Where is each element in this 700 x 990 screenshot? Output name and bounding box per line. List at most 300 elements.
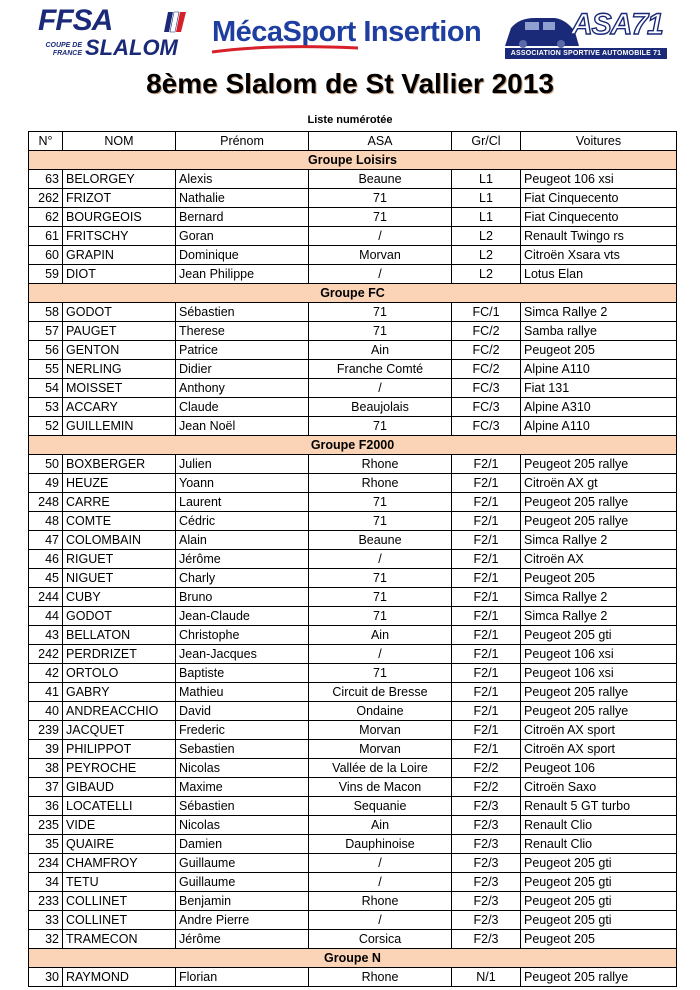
cell-prenom: Sebastien bbox=[176, 740, 309, 759]
cell-grcl: L1 bbox=[452, 208, 521, 227]
table-header-row bbox=[29, 132, 677, 151]
cell-nom: CHAMFROY bbox=[63, 854, 176, 873]
cell-grcl: L1 bbox=[452, 189, 521, 208]
cell-number: 30 bbox=[29, 968, 63, 987]
cell-grcl: F2/1 bbox=[452, 569, 521, 588]
cell-nom: HEUZE bbox=[63, 474, 176, 493]
cell-number: 36 bbox=[29, 797, 63, 816]
group-header-row bbox=[29, 284, 677, 303]
table-row bbox=[29, 341, 677, 360]
cell-voiture: Citroën AX sport bbox=[521, 740, 677, 759]
cell-prenom: Bernard bbox=[176, 208, 309, 227]
cell-grcl: N/1 bbox=[452, 968, 521, 987]
table-row bbox=[29, 721, 677, 740]
cell-nom: GENTON bbox=[63, 341, 176, 360]
cell-prenom: Florian bbox=[176, 968, 309, 987]
cell-voiture: Peugeot 106 xsi bbox=[521, 664, 677, 683]
cell-voiture: Peugeot 106 xsi bbox=[521, 170, 677, 189]
cell-nom: PAUGET bbox=[63, 322, 176, 341]
cell-asa: Beaujolais bbox=[309, 398, 452, 417]
cell-prenom: Alexis bbox=[176, 170, 309, 189]
cell-prenom: Sébastien bbox=[176, 303, 309, 322]
cell-prenom: Benjamin bbox=[176, 892, 309, 911]
cell-asa: / bbox=[309, 379, 452, 398]
group-header-row bbox=[29, 436, 677, 455]
cell-number: 58 bbox=[29, 303, 63, 322]
table-row bbox=[29, 911, 677, 930]
cell-prenom: Mathieu bbox=[176, 683, 309, 702]
cell-voiture: Simca Rallye 2 bbox=[521, 303, 677, 322]
cell-prenom: Therese bbox=[176, 322, 309, 341]
table-row bbox=[29, 892, 677, 911]
cell-number: 239 bbox=[29, 721, 63, 740]
cell-nom: DIOT bbox=[63, 265, 176, 284]
cell-number: 61 bbox=[29, 227, 63, 246]
cell-prenom: Goran bbox=[176, 227, 309, 246]
cell-number: 46 bbox=[29, 550, 63, 569]
table-row bbox=[29, 835, 677, 854]
page-title: 8ème Slalom de St Vallier 2013 bbox=[146, 68, 554, 99]
table-row bbox=[29, 360, 677, 379]
cell-nom: NIGUET bbox=[63, 569, 176, 588]
cell-nom: TETU bbox=[63, 873, 176, 892]
cell-nom: FRIZOT bbox=[63, 189, 176, 208]
cell-nom: GODOT bbox=[63, 303, 176, 322]
cell-number: 235 bbox=[29, 816, 63, 835]
cell-asa: 71 bbox=[309, 417, 452, 436]
mecasport-logo-text: MécaSport Insertion bbox=[212, 16, 482, 48]
table-row bbox=[29, 968, 677, 987]
table-row bbox=[29, 759, 677, 778]
cell-asa: / bbox=[309, 645, 452, 664]
cell-nom: FRITSCHY bbox=[63, 227, 176, 246]
cell-voiture: Renault 5 GT turbo bbox=[521, 797, 677, 816]
cell-prenom: Laurent bbox=[176, 493, 309, 512]
entry-list-table bbox=[28, 131, 677, 987]
cell-number: 39 bbox=[29, 740, 63, 759]
cell-nom: GIBAUD bbox=[63, 778, 176, 797]
cell-voiture: Fiat 131 bbox=[521, 379, 677, 398]
cell-number: 43 bbox=[29, 626, 63, 645]
cell-asa: 71 bbox=[309, 607, 452, 626]
cell-nom: COLLINET bbox=[63, 911, 176, 930]
cell-nom: RAYMOND bbox=[63, 968, 176, 987]
table-row bbox=[29, 930, 677, 949]
table-row bbox=[29, 493, 677, 512]
cell-number: 41 bbox=[29, 683, 63, 702]
cell-voiture: Peugeot 205 gti bbox=[521, 873, 677, 892]
cell-number: 42 bbox=[29, 664, 63, 683]
cell-grcl: L2 bbox=[452, 227, 521, 246]
cell-voiture: Simca Rallye 2 bbox=[521, 588, 677, 607]
cell-grcl: F2/1 bbox=[452, 455, 521, 474]
cell-grcl: F2/2 bbox=[452, 759, 521, 778]
cell-number: 37 bbox=[29, 778, 63, 797]
cell-grcl: F2/3 bbox=[452, 873, 521, 892]
ffsa-logo-text: FFSA bbox=[38, 4, 113, 37]
cell-asa: Dauphinoise bbox=[309, 835, 452, 854]
cell-number: 45 bbox=[29, 569, 63, 588]
cell-voiture: Peugeot 106 bbox=[521, 759, 677, 778]
cell-voiture: Renault Clio bbox=[521, 835, 677, 854]
cell-prenom: Jean Noël bbox=[176, 417, 309, 436]
cell-voiture: Peugeot 205 rallye bbox=[521, 455, 677, 474]
cell-number: 244 bbox=[29, 588, 63, 607]
cell-number: 52 bbox=[29, 417, 63, 436]
cell-asa: Rhone bbox=[309, 474, 452, 493]
table-row bbox=[29, 398, 677, 417]
table-row bbox=[29, 645, 677, 664]
cell-grcl: FC/3 bbox=[452, 417, 521, 436]
cell-asa: 71 bbox=[309, 569, 452, 588]
cell-voiture: Peugeot 205 rallye bbox=[521, 512, 677, 531]
cell-grcl: F2/2 bbox=[452, 778, 521, 797]
cell-asa: Sequanie bbox=[309, 797, 452, 816]
cell-number: 47 bbox=[29, 531, 63, 550]
cell-number: 32 bbox=[29, 930, 63, 949]
cell-asa: 71 bbox=[309, 588, 452, 607]
cell-grcl: F2/3 bbox=[452, 797, 521, 816]
cell-voiture: Peugeot 205 rallye bbox=[521, 702, 677, 721]
cell-number: 40 bbox=[29, 702, 63, 721]
cell-number: 49 bbox=[29, 474, 63, 493]
cell-grcl: FC/2 bbox=[452, 322, 521, 341]
cell-nom: NERLING bbox=[63, 360, 176, 379]
cell-asa: / bbox=[309, 911, 452, 930]
cell-grcl: L2 bbox=[452, 246, 521, 265]
cell-grcl: F2/1 bbox=[452, 702, 521, 721]
cell-asa: Beaune bbox=[309, 170, 452, 189]
cell-number: 242 bbox=[29, 645, 63, 664]
column-header-grcl: Gr/Cl bbox=[452, 132, 521, 151]
cell-voiture: Alpine A110 bbox=[521, 417, 677, 436]
cell-grcl: F2/3 bbox=[452, 854, 521, 873]
table-row bbox=[29, 664, 677, 683]
cell-nom: GUILLEMIN bbox=[63, 417, 176, 436]
cell-voiture: Peugeot 205 bbox=[521, 930, 677, 949]
cell-asa: / bbox=[309, 854, 452, 873]
group-name: Groupe Loisirs bbox=[29, 151, 677, 170]
table-row bbox=[29, 569, 677, 588]
cell-number: 60 bbox=[29, 246, 63, 265]
cell-prenom: Dominique bbox=[176, 246, 309, 265]
ffsa-slalom-text: SLALOM bbox=[85, 35, 178, 60]
cell-asa: / bbox=[309, 873, 452, 892]
cell-grcl: F2/1 bbox=[452, 588, 521, 607]
cell-nom: CARRE bbox=[63, 493, 176, 512]
cell-nom: COLLINET bbox=[63, 892, 176, 911]
cell-number: 233 bbox=[29, 892, 63, 911]
cell-grcl: F2/1 bbox=[452, 493, 521, 512]
table-row bbox=[29, 512, 677, 531]
cell-nom: PHILIPPOT bbox=[63, 740, 176, 759]
ffsa-coupe-text: COUPE DE FRANCE bbox=[45, 42, 82, 57]
table-row bbox=[29, 626, 677, 645]
table-row bbox=[29, 816, 677, 835]
cell-voiture: Citroën AX sport bbox=[521, 721, 677, 740]
cell-grcl: F2/3 bbox=[452, 892, 521, 911]
cell-grcl: FC/1 bbox=[452, 303, 521, 322]
cell-prenom: Baptiste bbox=[176, 664, 309, 683]
cell-grcl: F2/1 bbox=[452, 474, 521, 493]
table-row bbox=[29, 683, 677, 702]
cell-prenom: Yoann bbox=[176, 474, 309, 493]
cell-nom: ANDREACCHIO bbox=[63, 702, 176, 721]
cell-asa: Vallée de la Loire bbox=[309, 759, 452, 778]
cell-asa: Morvan bbox=[309, 721, 452, 740]
cell-nom: VIDE bbox=[63, 816, 176, 835]
cell-asa: 71 bbox=[309, 493, 452, 512]
cell-number: 57 bbox=[29, 322, 63, 341]
cell-nom: LOCATELLI bbox=[63, 797, 176, 816]
cell-nom: JACQUET bbox=[63, 721, 176, 740]
cell-number: 34 bbox=[29, 873, 63, 892]
cell-prenom: Maxime bbox=[176, 778, 309, 797]
table-row bbox=[29, 854, 677, 873]
table-row bbox=[29, 322, 677, 341]
cell-grcl: F2/1 bbox=[452, 645, 521, 664]
cell-prenom: Claude bbox=[176, 398, 309, 417]
cell-number: 56 bbox=[29, 341, 63, 360]
cell-number: 262 bbox=[29, 189, 63, 208]
cell-number: 248 bbox=[29, 493, 63, 512]
cell-grcl: F2/1 bbox=[452, 683, 521, 702]
cell-asa: Ain bbox=[309, 626, 452, 645]
cell-voiture: Peugeot 205 rallye bbox=[521, 493, 677, 512]
column-header-voitures: Voitures bbox=[521, 132, 677, 151]
cell-asa: Rhone bbox=[309, 968, 452, 987]
cell-asa: Ain bbox=[309, 816, 452, 835]
table-row bbox=[29, 303, 677, 322]
cell-asa: / bbox=[309, 550, 452, 569]
cell-grcl: F2/1 bbox=[452, 531, 521, 550]
mecasport-logo bbox=[208, 12, 498, 56]
cell-nom: BOXBERGER bbox=[63, 455, 176, 474]
cell-voiture: Peugeot 205 gti bbox=[521, 911, 677, 930]
table-row bbox=[29, 170, 677, 189]
cell-asa: Ondaine bbox=[309, 702, 452, 721]
table-row bbox=[29, 265, 677, 284]
asa71-subtitle: ASSOCIATION SPORTIVE AUTOMOBILE 71 bbox=[505, 48, 667, 59]
cell-voiture: Simca Rallye 2 bbox=[521, 531, 677, 550]
cell-nom: GRAPIN bbox=[63, 246, 176, 265]
cell-voiture: Samba rallye bbox=[521, 322, 677, 341]
cell-number: 234 bbox=[29, 854, 63, 873]
cell-nom: TRAMECON bbox=[63, 930, 176, 949]
cell-voiture: Peugeot 205 rallye bbox=[521, 683, 677, 702]
cell-nom: BELLATON bbox=[63, 626, 176, 645]
group-name: Groupe N bbox=[29, 949, 677, 968]
table-row bbox=[29, 417, 677, 436]
cell-voiture: Lotus Elan bbox=[521, 265, 677, 284]
cell-prenom: David bbox=[176, 702, 309, 721]
group-header-row bbox=[29, 151, 677, 170]
cell-nom: BELORGEY bbox=[63, 170, 176, 189]
cell-number: 38 bbox=[29, 759, 63, 778]
cell-prenom: Jean-Jacques bbox=[176, 645, 309, 664]
group-name: Groupe F2000 bbox=[29, 436, 677, 455]
cell-voiture: Peugeot 205 bbox=[521, 341, 677, 360]
cell-voiture: Citroën AX gt bbox=[521, 474, 677, 493]
cell-grcl: FC/2 bbox=[452, 341, 521, 360]
cell-nom: COLOMBAIN bbox=[63, 531, 176, 550]
table-row bbox=[29, 740, 677, 759]
list-subtitle: Liste numérotée bbox=[307, 114, 393, 126]
group-header-row bbox=[29, 949, 677, 968]
cell-number: 59 bbox=[29, 265, 63, 284]
table-row bbox=[29, 797, 677, 816]
cell-prenom: Frederic bbox=[176, 721, 309, 740]
cell-voiture: Peugeot 205 bbox=[521, 569, 677, 588]
cell-grcl: F2/1 bbox=[452, 664, 521, 683]
cell-prenom: Anthony bbox=[176, 379, 309, 398]
cell-nom: RIGUET bbox=[63, 550, 176, 569]
cell-voiture: Citroën AX bbox=[521, 550, 677, 569]
cell-asa: 71 bbox=[309, 664, 452, 683]
cell-voiture: Alpine A110 bbox=[521, 360, 677, 379]
cell-voiture: Alpine A310 bbox=[521, 398, 677, 417]
cell-nom: GABRY bbox=[63, 683, 176, 702]
cell-nom: QUAIRE bbox=[63, 835, 176, 854]
table-row bbox=[29, 778, 677, 797]
cell-prenom: Jean Philippe bbox=[176, 265, 309, 284]
cell-asa: 71 bbox=[309, 208, 452, 227]
cell-prenom: Alain bbox=[176, 531, 309, 550]
cell-number: 50 bbox=[29, 455, 63, 474]
cell-asa: Beaune bbox=[309, 531, 452, 550]
cell-asa: 71 bbox=[309, 512, 452, 531]
cell-grcl: FC/2 bbox=[452, 360, 521, 379]
cell-asa: Rhone bbox=[309, 455, 452, 474]
cell-asa: Circuit de Bresse bbox=[309, 683, 452, 702]
cell-grcl: FC/3 bbox=[452, 379, 521, 398]
cell-asa: Ain bbox=[309, 341, 452, 360]
cell-nom: PEYROCHE bbox=[63, 759, 176, 778]
cell-prenom: Christophe bbox=[176, 626, 309, 645]
table-row bbox=[29, 379, 677, 398]
cell-asa: / bbox=[309, 265, 452, 284]
table-row bbox=[29, 208, 677, 227]
cell-voiture: Fiat Cinquecento bbox=[521, 208, 677, 227]
cell-prenom: Didier bbox=[176, 360, 309, 379]
cell-grcl: L2 bbox=[452, 265, 521, 284]
column-header-number: N° bbox=[29, 132, 63, 151]
cell-number: 44 bbox=[29, 607, 63, 626]
cell-prenom: Nicolas bbox=[176, 759, 309, 778]
cell-number: 35 bbox=[29, 835, 63, 854]
cell-grcl: F2/3 bbox=[452, 930, 521, 949]
cell-grcl: F2/1 bbox=[452, 512, 521, 531]
cell-asa: Morvan bbox=[309, 246, 452, 265]
cell-nom: GODOT bbox=[63, 607, 176, 626]
table-row bbox=[29, 455, 677, 474]
cell-number: 33 bbox=[29, 911, 63, 930]
table-row bbox=[29, 246, 677, 265]
cell-grcl: F2/1 bbox=[452, 550, 521, 569]
cell-number: 48 bbox=[29, 512, 63, 531]
cell-voiture: Peugeot 205 rallye bbox=[521, 968, 677, 987]
table-row bbox=[29, 189, 677, 208]
cell-asa: Franche Comté bbox=[309, 360, 452, 379]
table-row bbox=[29, 474, 677, 493]
cell-grcl: L1 bbox=[452, 170, 521, 189]
cell-grcl: F2/3 bbox=[452, 816, 521, 835]
cell-number: 53 bbox=[29, 398, 63, 417]
cell-prenom: Cédric bbox=[176, 512, 309, 531]
cell-voiture: Peugeot 205 gti bbox=[521, 626, 677, 645]
cell-grcl: F2/1 bbox=[452, 607, 521, 626]
table-body bbox=[29, 151, 677, 987]
asa71-logo bbox=[505, 8, 667, 60]
cell-voiture: Citroën Xsara vts bbox=[521, 246, 677, 265]
cell-grcl: F2/1 bbox=[452, 626, 521, 645]
cell-nom: BOURGEOIS bbox=[63, 208, 176, 227]
cell-nom: MOISSET bbox=[63, 379, 176, 398]
cell-grcl: FC/3 bbox=[452, 398, 521, 417]
cell-prenom: Bruno bbox=[176, 588, 309, 607]
cell-nom: ORTOLO bbox=[63, 664, 176, 683]
cell-asa: Morvan bbox=[309, 740, 452, 759]
cell-prenom: Julien bbox=[176, 455, 309, 474]
cell-voiture: Simca Rallye 2 bbox=[521, 607, 677, 626]
table-row bbox=[29, 550, 677, 569]
table-row bbox=[29, 873, 677, 892]
cell-prenom: Nathalie bbox=[176, 189, 309, 208]
header-logos bbox=[0, 6, 700, 64]
cell-prenom: Andre Pierre bbox=[176, 911, 309, 930]
cell-prenom: Patrice bbox=[176, 341, 309, 360]
cell-nom: CUBY bbox=[63, 588, 176, 607]
cell-asa: 71 bbox=[309, 303, 452, 322]
cell-prenom: Jean-Claude bbox=[176, 607, 309, 626]
cell-number: 63 bbox=[29, 170, 63, 189]
column-header-asa: ASA bbox=[309, 132, 452, 151]
cell-prenom: Sébastien bbox=[176, 797, 309, 816]
column-header-prenom: Prénom bbox=[176, 132, 309, 151]
table-row bbox=[29, 588, 677, 607]
cell-nom: ACCARY bbox=[63, 398, 176, 417]
table-row bbox=[29, 607, 677, 626]
cell-voiture: Peugeot 205 gti bbox=[521, 854, 677, 873]
cell-prenom: Guillaume bbox=[176, 873, 309, 892]
cell-asa: Vins de Macon bbox=[309, 778, 452, 797]
cell-asa: Rhone bbox=[309, 892, 452, 911]
table-row bbox=[29, 227, 677, 246]
column-header-nom: NOM bbox=[63, 132, 176, 151]
cell-prenom: Jérôme bbox=[176, 930, 309, 949]
cell-asa: 71 bbox=[309, 189, 452, 208]
cell-number: 62 bbox=[29, 208, 63, 227]
cell-prenom: Guillaume bbox=[176, 854, 309, 873]
cell-asa: 71 bbox=[309, 322, 452, 341]
asa71-logo-text: ASA71 bbox=[571, 8, 663, 41]
cell-voiture: Citroën Saxo bbox=[521, 778, 677, 797]
cell-asa: Corsica bbox=[309, 930, 452, 949]
cell-prenom: Jérôme bbox=[176, 550, 309, 569]
cell-grcl: F2/1 bbox=[452, 740, 521, 759]
cell-voiture: Fiat Cinquecento bbox=[521, 189, 677, 208]
cell-voiture: Peugeot 205 gti bbox=[521, 892, 677, 911]
swoosh-icon bbox=[210, 42, 360, 56]
cell-prenom: Nicolas bbox=[176, 816, 309, 835]
cell-prenom: Charly bbox=[176, 569, 309, 588]
table-row bbox=[29, 531, 677, 550]
cell-voiture: Renault Clio bbox=[521, 816, 677, 835]
ffsa-slalom-logo bbox=[30, 4, 188, 62]
cell-number: 54 bbox=[29, 379, 63, 398]
cell-grcl: F2/3 bbox=[452, 835, 521, 854]
cell-grcl: F2/1 bbox=[452, 721, 521, 740]
